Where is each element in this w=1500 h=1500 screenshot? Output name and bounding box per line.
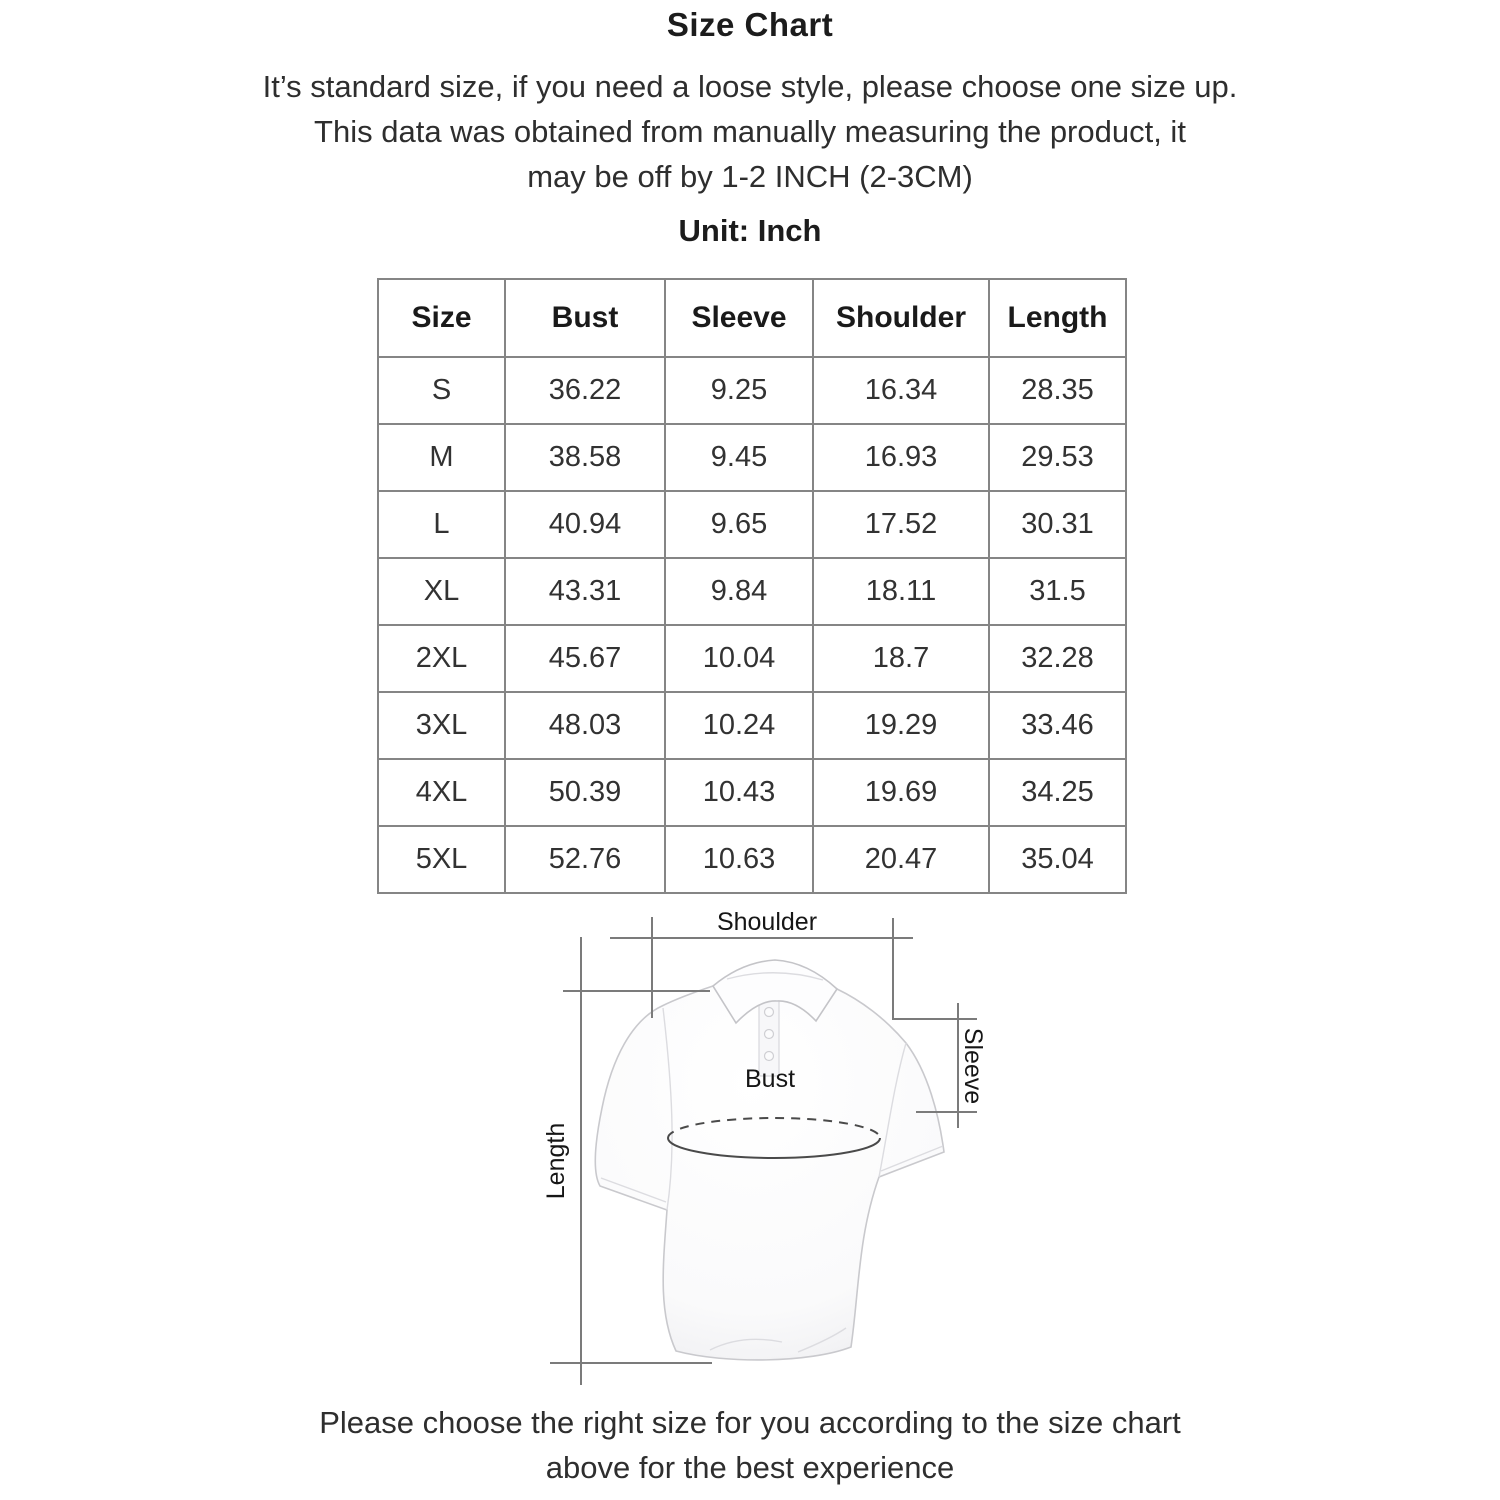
measurement-cell: 18.11: [813, 558, 989, 625]
size-note-line-3: may be off by 1-2 INCH (2-3CM): [527, 159, 973, 194]
shirt-button: [765, 1008, 774, 1017]
measurement-cell: 16.93: [813, 424, 989, 491]
measurement-cell: 32.28: [989, 625, 1126, 692]
size-cell: L: [378, 491, 505, 558]
size-cell: M: [378, 424, 505, 491]
measurement-cell: 10.24: [665, 692, 813, 759]
measurement-cell: 10.43: [665, 759, 813, 826]
polo-shirt-illustration: [595, 960, 944, 1360]
size-note-line-1: It’s standard size, if you need a loose style, please choose one size up.: [262, 69, 1238, 104]
column-header: Shoulder: [813, 279, 989, 357]
size-note: [0, 64, 1500, 199]
column-header: Sleeve: [665, 279, 813, 357]
size-cell: 5XL: [378, 826, 505, 893]
page-title: Size Chart: [666, 6, 834, 43]
footer-note: [0, 1400, 1500, 1490]
measurement-cell: 18.7: [813, 625, 989, 692]
measurement-cell: 9.45: [665, 424, 813, 491]
size-cell: 4XL: [378, 759, 505, 826]
measurement-cell: 19.69: [813, 759, 989, 826]
shirt-button: [765, 1030, 774, 1039]
measurement-diagram: [480, 880, 1100, 1400]
measurement-cell: 17.52: [813, 491, 989, 558]
measurement-cell: 16.34: [813, 357, 989, 424]
measurement-cell: 34.25: [989, 759, 1126, 826]
measurement-cell: 52.76: [505, 826, 665, 893]
sleeve-label: Sleeve: [959, 1027, 987, 1105]
table-row: [378, 759, 1126, 826]
bust-label: Bust: [744, 1065, 796, 1093]
size-table: [377, 278, 1127, 894]
measurement-cell: 10.04: [665, 625, 813, 692]
measurement-cell: 19.29: [813, 692, 989, 759]
table-row: [378, 357, 1126, 424]
measurement-cell: 30.31: [989, 491, 1126, 558]
table-row: [378, 424, 1126, 491]
measurement-cell: 43.31: [505, 558, 665, 625]
shoulder-label: Shoulder: [716, 908, 818, 936]
table-row: [378, 558, 1126, 625]
size-cell: S: [378, 357, 505, 424]
shirt-button: [765, 1052, 774, 1061]
measurement-cell: 36.22: [505, 357, 665, 424]
table-row: [378, 692, 1126, 759]
table-row: [378, 491, 1126, 558]
measurement-cell: 38.58: [505, 424, 665, 491]
footer-note-line-1: Please choose the right size for you according to the size chart: [319, 1405, 1181, 1440]
measurement-cell: 9.84: [665, 558, 813, 625]
size-note-line-2: This data was obtained from manually measuring the product, it: [314, 114, 1186, 149]
measurement-cell: 29.53: [989, 424, 1126, 491]
length-label: Length: [542, 1122, 570, 1200]
table-body: [378, 357, 1126, 893]
table-header-row: [378, 279, 1126, 357]
column-header: Length: [989, 279, 1126, 357]
measurement-cell: 33.46: [989, 692, 1126, 759]
size-cell: 3XL: [378, 692, 505, 759]
column-header: Size: [378, 279, 505, 357]
measurement-cell: 10.63: [665, 826, 813, 893]
measurement-cell: 35.04: [989, 826, 1126, 893]
measurement-cell: 9.65: [665, 491, 813, 558]
measurement-cell: 20.47: [813, 826, 989, 893]
measurement-cell: 40.94: [505, 491, 665, 558]
measurement-cell: 45.67: [505, 625, 665, 692]
measurement-cell: 9.25: [665, 357, 813, 424]
measurement-cell: 48.03: [505, 692, 665, 759]
measurement-cell: 28.35: [989, 357, 1126, 424]
table-row: [378, 625, 1126, 692]
measurement-cell: 31.5: [989, 558, 1126, 625]
size-cell: XL: [378, 558, 505, 625]
measurement-cell: 50.39: [505, 759, 665, 826]
column-header: Bust: [505, 279, 665, 357]
size-cell: 2XL: [378, 625, 505, 692]
footer-note-line-2: above for the best experience: [545, 1450, 955, 1485]
unit-label: Unit: Inch: [678, 213, 822, 248]
